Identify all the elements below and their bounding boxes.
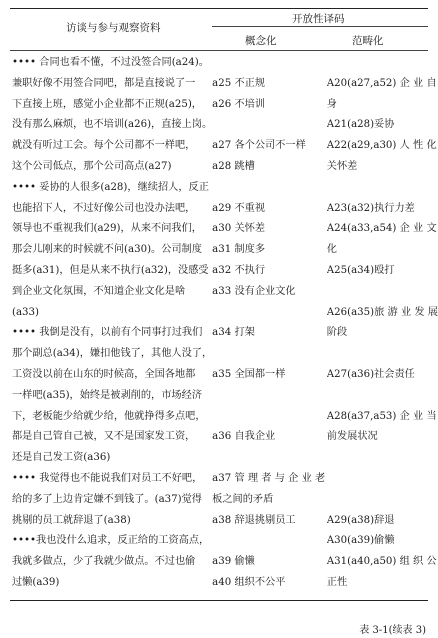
category-cell	[327, 178, 438, 199]
table-row	[12, 282, 438, 303]
table-row	[12, 365, 438, 386]
table-row	[12, 490, 438, 511]
interview-text: •••• 合同也看不懂，不过没签合同(a24)。	[12, 57, 209, 68]
category-cell: A25(a34)殴打	[326, 264, 395, 276]
concept-cell: a36 自我企业	[212, 431, 276, 443]
category-cell	[327, 386, 438, 407]
interview-text: 就没有听过工会。每个公司都不一样吧，	[12, 140, 196, 152]
interview-text: •••• 我觉得也不能说我们对员工不好吧，	[12, 472, 203, 484]
interview-text: 下，老板能少给就少给，他就挣得多点吧，	[12, 410, 206, 422]
table-row	[12, 511, 438, 532]
concept-cell: a28 跳槽	[212, 160, 255, 172]
table-row	[12, 407, 438, 428]
category-cell	[327, 469, 438, 490]
header-conceptualization: 概念化	[245, 35, 277, 47]
interview-text: 挑剔的员工就辞退了(a38)	[12, 514, 131, 526]
category-cell	[327, 490, 438, 511]
interview-text: •••• 我倒是没有，以前有个同事打过我们	[12, 327, 203, 339]
table-row	[12, 74, 438, 95]
interview-text: ••••我也没什么追求，反正给的工资高点，	[12, 535, 210, 547]
table-row	[12, 469, 438, 490]
concept-cell: 板之间的矛盾	[212, 493, 274, 505]
interview-text: 工资没以前在山东的时候高，全国各地都	[12, 368, 196, 380]
concept-cell	[212, 115, 327, 136]
interview-text: 没有那么麻烦，也不培训(a26)，直接上岗。	[12, 119, 213, 131]
interview-text: 挺多(a31)，但是从来不执行(a32)，没感受	[12, 264, 209, 276]
table-row	[12, 261, 438, 282]
concept-cell	[212, 53, 327, 74]
table-row	[12, 157, 438, 178]
table-row	[12, 344, 438, 365]
concept-cell	[212, 531, 327, 552]
header-open-coding: 开放性译码	[292, 13, 345, 25]
concept-cell: a33 没有企业文化	[212, 285, 296, 297]
concept-cell	[212, 386, 327, 407]
table-row	[12, 53, 438, 74]
table-row	[12, 136, 438, 157]
interview-text: 领导也不重视我们(a29)，从来不问我们，	[12, 223, 202, 235]
concept-cell	[212, 178, 327, 199]
concept-cell: a31 制度多	[212, 244, 266, 256]
category-cell: 化	[326, 244, 337, 256]
table-row	[12, 95, 438, 116]
table-row	[12, 199, 438, 220]
category-cell: A22(a29,a30) 人 性 化	[326, 140, 437, 152]
interview-text: 那个副总(a34)，嫌扣他钱了，其他人没了，	[12, 348, 213, 360]
concept-cell: a32 不执行	[212, 264, 266, 276]
category-cell: A29(a38)辞退	[326, 514, 395, 526]
table-row	[12, 219, 438, 240]
interview-text: 到企业文化氛围，不知道企业文化是啥	[12, 285, 186, 297]
interview-text: 这个公司低点，那个公司高点(a27)	[12, 160, 172, 172]
category-cell: A31(a40,a50) 组 织 公	[326, 556, 437, 568]
interview-text: 过懒(a39)	[12, 576, 60, 588]
category-cell	[327, 282, 438, 303]
concept-cell: a25 不正规	[212, 77, 266, 89]
concept-cell	[212, 344, 327, 365]
category-cell	[327, 53, 438, 74]
category-cell: 阶段	[326, 327, 348, 339]
interview-text: 也能招下人，不过好像公司也没办法吧，	[12, 202, 196, 214]
bottom-rule	[10, 600, 428, 601]
category-cell: 前发展状况	[326, 431, 378, 443]
table-row	[12, 573, 438, 594]
header-group-rule	[212, 26, 428, 27]
category-cell: 身	[326, 98, 337, 110]
concept-cell: a39 偷懒	[212, 556, 255, 568]
concept-cell: a27 各个公司不一样	[212, 140, 306, 152]
category-cell: A28(a37,a53) 企 业 当	[326, 410, 437, 422]
concept-cell	[212, 407, 327, 428]
interview-text: 兼职好像不用签合同吧，都是直接说了一	[12, 77, 196, 89]
header-bottom-rule	[10, 50, 428, 51]
concept-cell: a38 辞退挑剔员工	[212, 514, 296, 526]
header-interview-data: 访谈与参与观察资料	[66, 22, 161, 34]
category-cell: 关怀差	[326, 160, 358, 172]
concept-cell	[212, 303, 327, 324]
table-row	[12, 240, 438, 261]
table-row	[12, 323, 438, 344]
table-row	[12, 552, 438, 573]
coding-table	[12, 53, 438, 594]
interview-text: 还是自己发工资(a36)	[12, 452, 111, 464]
top-rule	[10, 8, 428, 9]
table-row	[12, 386, 438, 407]
interview-text: 一样吧(a35)，始终是被剥削的，市场经济	[12, 389, 202, 401]
table-row	[12, 115, 438, 136]
concept-cell: a35 全国都一样	[212, 368, 286, 380]
header-categorization: 范畴化	[352, 35, 384, 47]
category-cell: A20(a27,a52) 企 业 自	[326, 77, 437, 89]
interview-text: 我就多做点，少了我就少做点。不过也偷	[12, 556, 196, 568]
table-row	[12, 448, 438, 469]
concept-cell: a29 不重视	[212, 202, 266, 214]
category-cell: 正性	[326, 576, 348, 588]
concept-cell	[212, 448, 327, 469]
concept-cell: a37 管 理 者 与 企 业 老	[212, 472, 326, 484]
interview-text: 那会儿刚来的时候就不问(a30)。公司制度	[12, 244, 202, 256]
category-cell: A26(a35)旅 游 业 发 展	[326, 306, 438, 318]
table-caption: 表 3-1(续表 3)	[359, 625, 426, 636]
table-row	[12, 531, 438, 552]
concept-cell: a40 组织不公平	[212, 576, 286, 588]
category-cell: A23(a32)执行力差	[326, 202, 415, 214]
concept-cell: a26 不培训	[212, 98, 266, 110]
table-row	[12, 427, 438, 448]
category-cell	[327, 344, 438, 365]
category-cell: A21(a28)妥协	[326, 119, 395, 131]
interview-text: 下直接上班，感觉小企业都不正规(a25)，	[12, 98, 202, 110]
category-cell	[327, 448, 438, 469]
category-cell: A27(a36)社会责任	[326, 368, 415, 380]
concept-cell: a30 关怀差	[212, 223, 266, 235]
table-row	[12, 178, 438, 199]
table-row	[12, 303, 438, 324]
interview-text: •••• 妥协的人很多(a28)，继续招人，反正	[12, 181, 209, 193]
concept-cell: a34 打架	[212, 327, 255, 339]
interview-text: 给的多了上边肯定嫌不到钱了。(a37)觉得	[12, 493, 202, 505]
category-cell: A30(a39)偷懒	[326, 535, 395, 547]
interview-text: (a33)	[12, 306, 39, 318]
interview-text: 都是自己管自己被，又不是国家发工资，	[12, 431, 196, 443]
category-cell: A24(a33,a54) 企 业 文	[326, 223, 437, 235]
